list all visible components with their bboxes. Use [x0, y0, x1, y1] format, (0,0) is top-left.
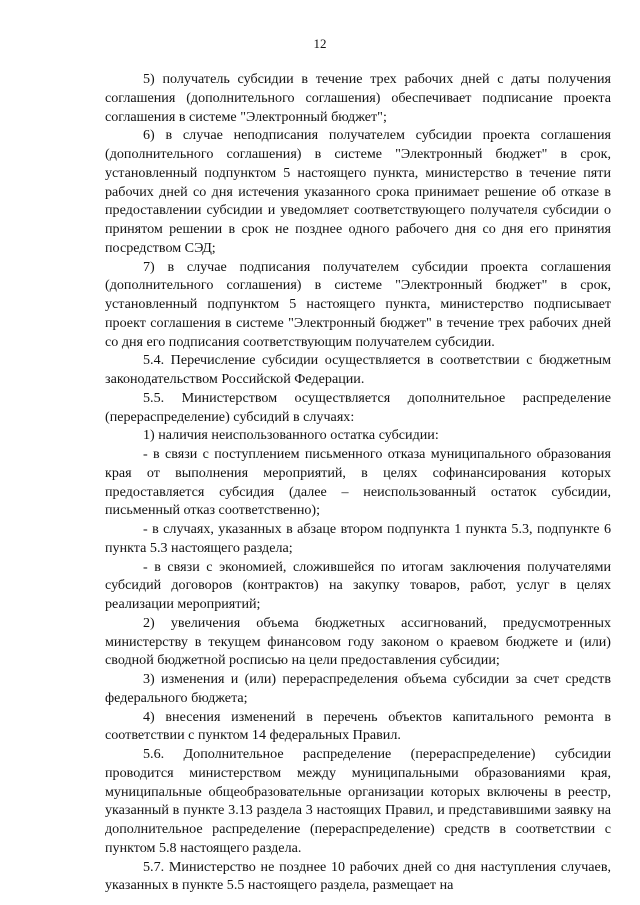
page-number: 12	[313, 36, 327, 51]
paragraph-5-4: 5.4. Перечисление субсидии осуществляется в соответствии с бюджетным законодательством Российской Федерации.	[105, 352, 611, 387]
paragraph-dash-3: - в связи с экономией, сложившейся по итогам заключения получателями субсидий договоров (контрактов) на закупку товаров, работ, услуг в целях реализации мероприятий;	[105, 558, 611, 612]
paragraph-subitem-6: 6) в случае неподписания получателем субсидии проекта соглашения (дополнительного соглашения) в системе "Электронный бюджет" в срок, установленный подпунктом 5 настоящего пункта, министерство в течение пяти рабочих дней со дня истечения указанного срока принимает решение об отказе в предоставлении субсидии и уведомляет соответствующего получателя субсидии о принятом решении в срок не позднее одного рабочего дня со дня его принятия посредством СЭД;	[105, 127, 611, 256]
paragraph-subitem-7: 7) в случае подписания получателем субсидии проекта соглашения (дополнительного соглашения) в системе "Электронный бюджет" в срок, установленный подпунктом 5 настоящего пункта, министерство подписывает проект соглашения в системе "Электронный бюджет" в течение трех рабочих дней со дня его подписания соответствующим получателем субсидии.	[105, 258, 611, 350]
paragraph-case-1: 1) наличия неиспользованного остатка субсидии:	[143, 427, 439, 444]
paragraph-5-7: 5.7. Министерство не позднее 10 рабочих дней со дня наступления случаев, указанных в пункте 5.5 настоящего раздела, размещает на	[105, 858, 611, 894]
paragraph-5-5: 5.5. Министерством осуществляется дополнительное распределение (перераспределение) субсидий в случаях:	[105, 389, 611, 425]
paragraph-case-3: 3) изменения и (или) перераспределения объема субсидии за счет средств федерального бюджета;	[105, 671, 611, 706]
paragraph-case-2: 2) увеличения объема бюджетных ассигнований, предусмотренных министерству в текущем финансовом году законом о краевом бюджете и (или) сводной бюджетной росписью на цели предоставления субсидии;	[105, 614, 611, 669]
paragraph-subitem-5: 5) получатель субсидии в течение трех рабочих дней с даты получения соглашения (дополнительного соглашения) обеспечивает подписание проекта соглашения в системе "Электронный бюджет";	[105, 71, 611, 125]
paragraph-case-4: 4) внесения изменений в перечень объектов капитального ремонта в соответствии с пунктом 14 федеральных Правил.	[105, 708, 611, 744]
paragraph-5-6: 5.6. Дополнительное распределение (перераспределение) субсидии проводится министерством между муниципальными образованиями края, муниципальные общеобразовательные организации которых включены в реестр, указанный в пункте 3.13 раздела 3 настоящих Правил, и представившими заявку на дополнительное распределение (перераспределение) средств в соответствии с пунктом 5.8 настоящего раздела.	[105, 746, 611, 856]
document-body	[105, 70, 611, 895]
paragraph-dash-2: - в случаях, указанных в абзаце втором подпункта 1 пункта 5.3, подпункте 6 пункта 5.3 настоящего раздела;	[105, 521, 611, 556]
paragraph-dash-1: - в связи с поступлением письменного отказа муниципального образования края от выполнения мероприятий, в целях софинансирования которых предоставляется субсидия (далее – неиспользованный остаток субсидии, письменный отказ соответственно);	[105, 446, 611, 519]
